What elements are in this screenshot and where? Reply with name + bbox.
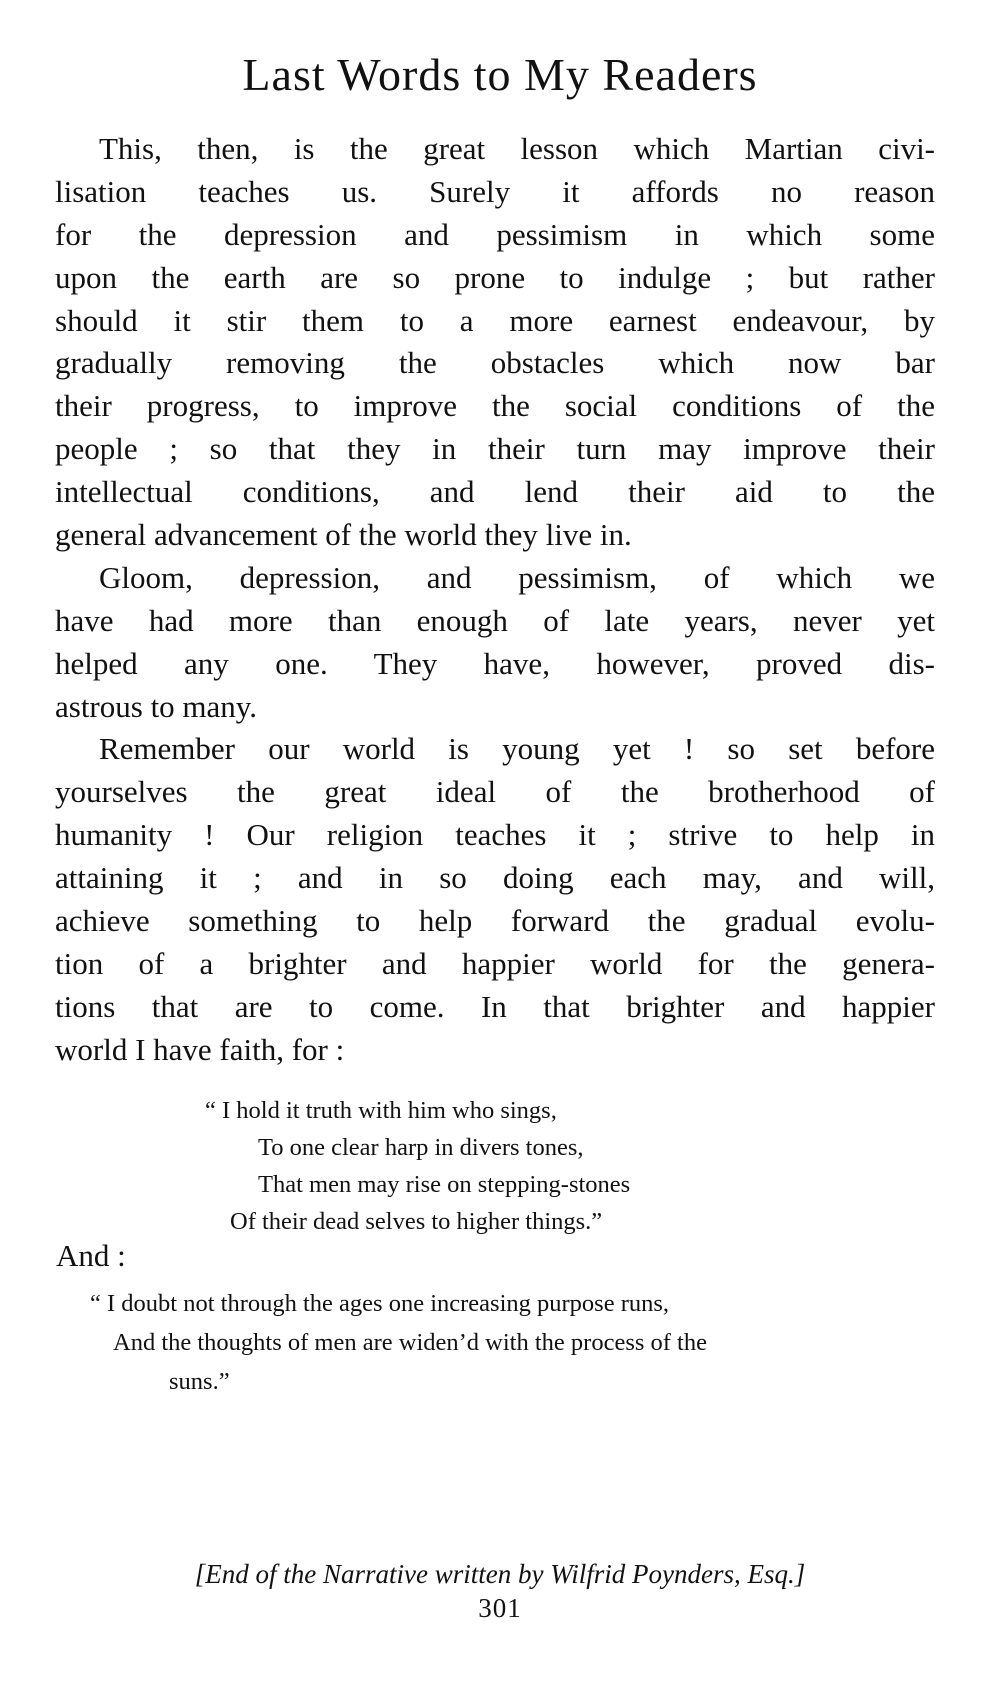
page-number: 301 <box>478 1593 522 1623</box>
poem-line: “ I hold it truth with him who sings, <box>205 1097 557 1124</box>
text-line: Remember our world is young yet ! so set before <box>99 731 935 767</box>
text-line: Gloom, depression, and pessimism, of which we <box>99 559 935 595</box>
text-line: their progress, to improve the social conditions of the <box>55 388 935 424</box>
text-line: general advancement of the world they live in. <box>55 517 632 553</box>
text-line: lisation teaches us. Surely it affords no reason <box>55 173 935 209</box>
text-line: tions that are to come. In that brighter and happier <box>55 988 935 1024</box>
text-line: gradually removing the obstacles which now bar <box>55 345 935 381</box>
poem-line: To one clear harp in divers tones, <box>258 1134 584 1161</box>
text-line: achieve something to help forward the gradual evolu- <box>55 903 935 939</box>
text-line: have had more than enough of late years, never yet <box>55 602 935 638</box>
text-line: people ; so that they in their turn may improve their <box>55 431 935 467</box>
text-line: upon the earth are so prone to indulge ; but rather <box>55 259 935 295</box>
text-line: world I have faith, for : <box>55 1031 345 1067</box>
chapter-title: Last Words to My Readers <box>242 49 758 100</box>
text-line: for the depression and pessimism in which some <box>55 216 935 252</box>
text-line: helped any one. They have, however, proved dis- <box>55 645 935 681</box>
text-line: This, then, is the great lesson which Martian civi- <box>99 131 935 166</box>
text-line: tion of a brighter and happier world for the genera- <box>55 945 935 981</box>
poem-line: Of their dead selves to higher things.” <box>230 1208 603 1235</box>
text-line: astrous to many. <box>55 688 258 724</box>
text-line: should it stir them to a more earnest endeavour, by <box>55 302 935 338</box>
poem-line: That men may rise on stepping-stones <box>258 1171 631 1198</box>
text-line: attaining it ; and in so doing each may, and will, <box>55 860 935 896</box>
end-note: [End of the Narrative written by Wilfrid Poynders, Esq.] <box>194 1559 806 1589</box>
poem-line: “ I doubt not through the ages one increasing purpose runs, <box>90 1290 670 1317</box>
body-text <box>55 128 935 1072</box>
text-line: yourselves the great ideal of the brotherhood of <box>55 774 935 810</box>
poem-line: suns.” <box>169 1368 230 1395</box>
text-line: intellectual conditions, and lend their aid to the <box>55 474 935 510</box>
poem-line: And the thoughts of men are widen’d with the process of the <box>113 1329 707 1356</box>
text-line: humanity ! Our religion teaches it ; strive to help in <box>55 817 935 853</box>
and-label: And : <box>56 1238 126 1273</box>
